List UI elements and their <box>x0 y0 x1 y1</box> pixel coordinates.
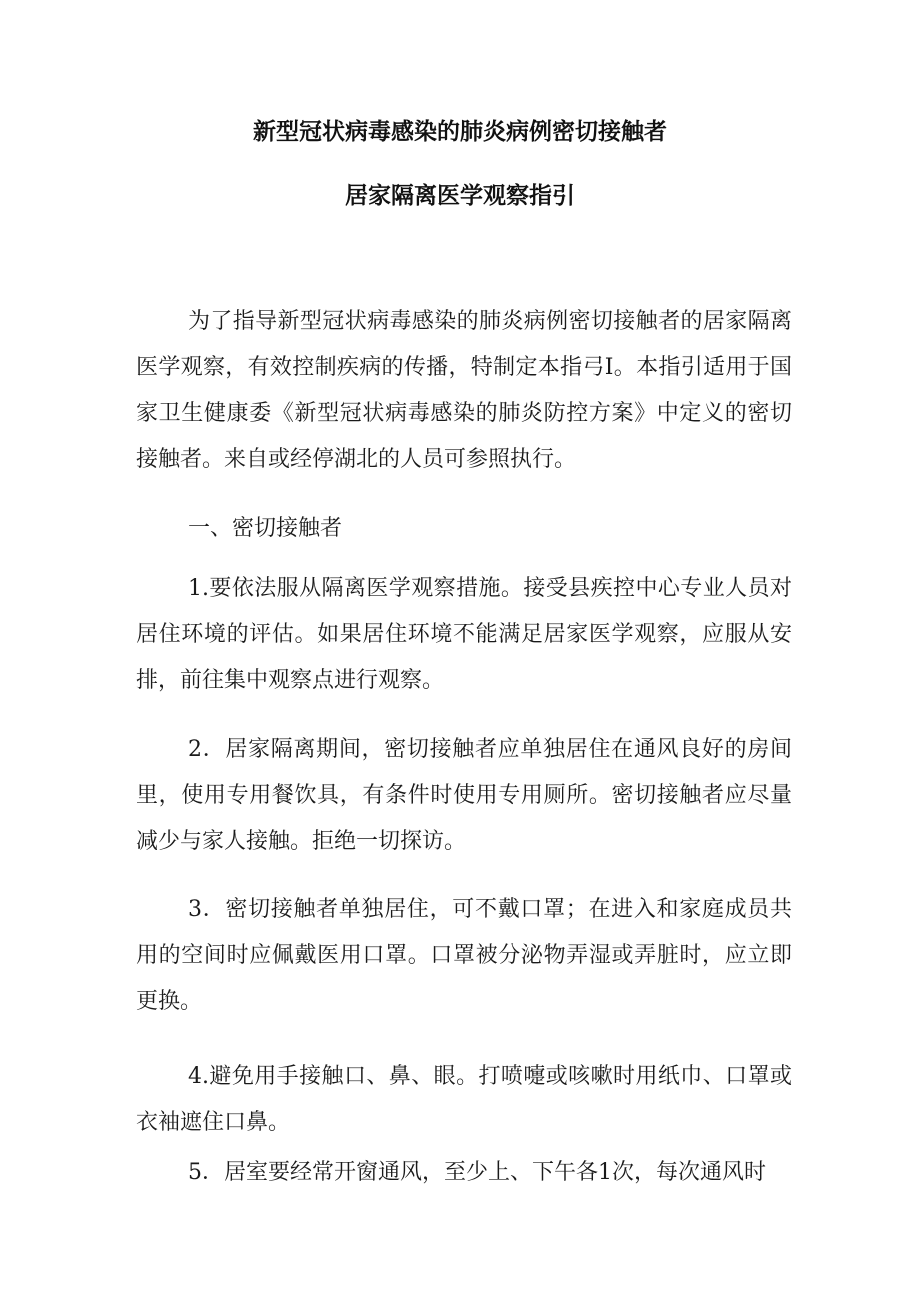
guideline-item-5: 5．居室要经常开窗通风，至少上、下午各1次，每次通风时 <box>188 1160 766 1185</box>
guideline-item-2: 2．居家隔离期间，密切接触者应单独居住在通风良好的房间里，使用专用餐饮具，有条件时使用专用厕所。密切接触者应尽量减少与家人接触。拒绝一切探访。 <box>136 737 792 854</box>
guideline-item-1: 1.要依法服从隔离医学观察措施。接受县疾控中心专业人员对居住环境的评估。如果居住环境不能满足居家医学观察，应服从安排，前往集中观察点进行观察。 <box>136 576 792 693</box>
document-title-line-2: 居家隔离医学观察指引 <box>345 183 575 209</box>
intro-paragraph: 为了指导新型冠状病毒感染的肺炎病例密切接触者的居家隔离医学观察，有效控制疾病的传播，特制定本指弓I。本指引适用于国家卫生健康委《新型冠状病毒感染的肺炎防控方案》中定义的密切接触者。来自或经停湖北的人员可参照执行。 <box>136 309 792 472</box>
guideline-item-4: 4.避免用手接触口、鼻、眼。打喷嚏或咳嗽时用纸巾、口罩或衣袖遮住口鼻。 <box>136 1064 792 1135</box>
section-heading-close-contacts: 一、密切接触者 <box>188 516 343 541</box>
document-title-line-1: 新型冠状病毒感染的肺炎病例密切接触者 <box>253 119 667 145</box>
guideline-item-3: 3．密切接触者单独居住，可不戴口罩；在进入和家庭成员共用的空间时应佩戴医用口罩。口罩被分泌物弄湿或弄脏时，应立即更换。 <box>136 897 792 1014</box>
